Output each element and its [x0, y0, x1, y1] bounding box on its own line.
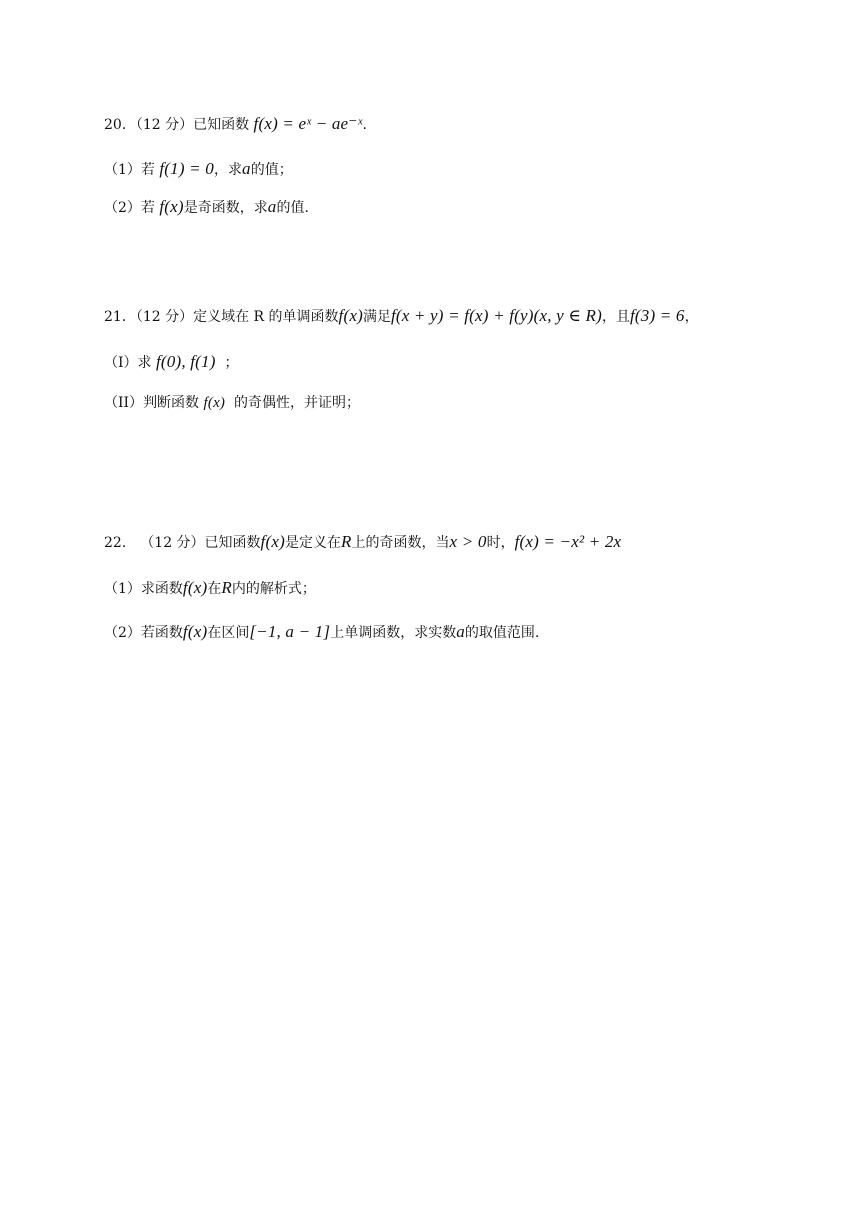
problem-points: （12 分） [140, 535, 205, 551]
math-expression: f(3) = 6 [629, 306, 685, 325]
part-label: （2） [104, 200, 141, 216]
math-expression: x > 0 [449, 532, 487, 551]
part-label: （II） [104, 395, 144, 411]
math-expression: f(x) [159, 197, 184, 216]
math-expression: f(0), f(1) [155, 352, 216, 371]
problem-20-part-2: （2）若 f(x)是奇函数，求a的值. [104, 197, 309, 216]
problem-21-stem: 21．（12 分）定义域在 R 的单调函数f(x)满足f(x + y) = f(x) + f(y)(x, y ∈ R)，且f(3) = 6， [104, 306, 699, 325]
math-expression: f(x) [260, 532, 285, 551]
problem-number: 21． [104, 309, 136, 325]
math-expression: [−1, a − 1] [249, 622, 331, 641]
problem-21-part-1: （I）求 f(0), f(1) ； [104, 352, 239, 371]
problem-points: （12 分） [135, 309, 194, 325]
math-expression: f(x + y) = f(x) + f(y)(x, y ∈ R) [390, 306, 602, 325]
math-variable: a [456, 622, 465, 641]
problem-20-part-1: （1）若 f(1) = 0，求a的值； [104, 159, 293, 178]
math-variable: R [221, 578, 232, 597]
math-expression: f(x) = −x² + 2x [514, 532, 622, 551]
part-label: （2） [104, 625, 141, 641]
problem-number: 20． [104, 117, 136, 133]
math-expression: f(x) = eˣ − ae⁻ˣ [253, 114, 363, 133]
problem-number: 22． [104, 535, 136, 551]
math-variable: a [267, 197, 277, 216]
problem-20-stem: 20．（12 分）已知函数 f(x) = eˣ − ae⁻ˣ. [104, 114, 367, 133]
problem-21-part-2: （II）判断函数 f(x) 的奇偶性，并证明； [104, 395, 361, 411]
part-label: （1） [104, 162, 141, 178]
math-expression: f(x) [182, 578, 208, 597]
math-variable: R [340, 532, 352, 551]
problem-22-stem: 22． （12 分）已知函数f(x)是定义在R上的奇函数，当x > 0时，f(x) = −x² + 2x [104, 532, 622, 551]
math-expression: f(1) = 0 [159, 159, 214, 178]
part-label: （1） [104, 581, 141, 597]
math-expression: f(x) [182, 622, 208, 641]
math-expression: f(x) [338, 306, 363, 325]
problem-points: （12 分） [135, 117, 194, 133]
math-variable: a [242, 159, 251, 178]
problem-22-part-2: （2）若函数f(x)在区间[−1, a − 1]上单调函数，求实数a的取值范围. [104, 622, 540, 641]
problem-22-part-1: （1）求函数f(x)在R内的解析式； [104, 578, 316, 597]
part-label: （I） [104, 355, 138, 371]
math-expression: f(x) [203, 395, 226, 411]
